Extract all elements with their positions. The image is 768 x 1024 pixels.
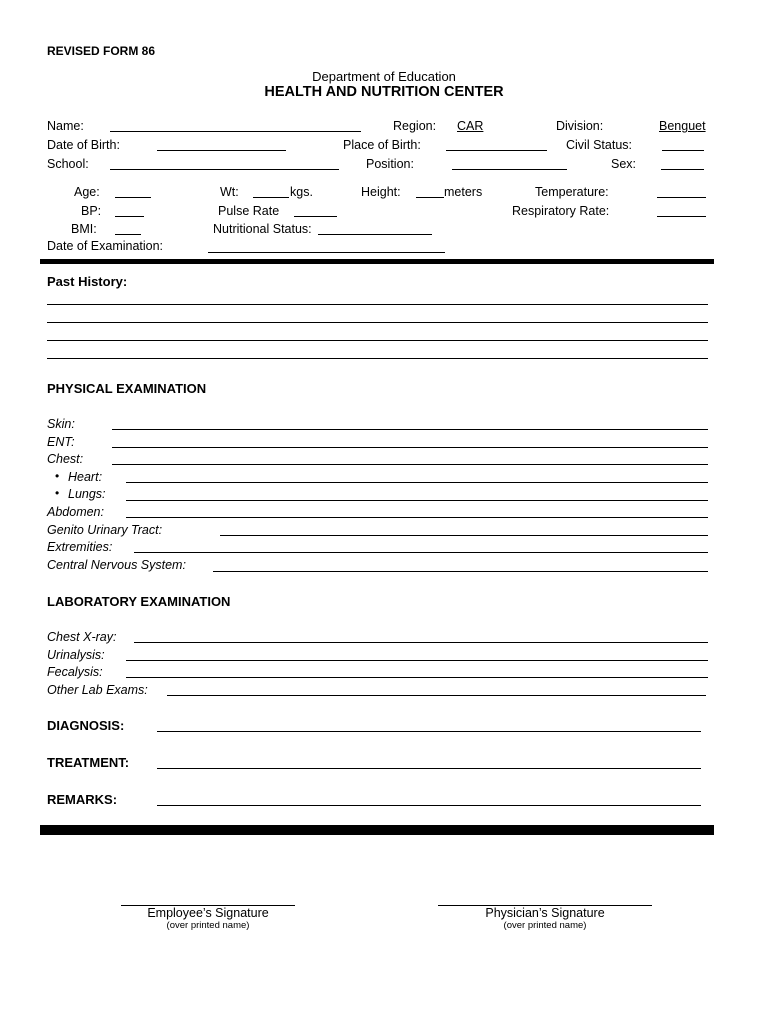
school-label: School: xyxy=(47,157,89,171)
age-label: Age: xyxy=(74,185,100,199)
weight-field[interactable] xyxy=(253,197,289,198)
civil-status-label: Civil Status: xyxy=(566,138,632,152)
employee-signature-label: Employee’s Signature xyxy=(147,906,269,920)
bp-label: BP: xyxy=(81,204,102,218)
sex-field[interactable] xyxy=(661,169,704,170)
abdomen-field[interactable] xyxy=(126,517,708,518)
past-history-line[interactable] xyxy=(47,304,708,305)
physical-exam-title: PHYSICAL EXAMINATION xyxy=(47,381,207,396)
sex-label: Sex: xyxy=(611,157,637,171)
remarks-field[interactable] xyxy=(157,805,701,806)
bp-field[interactable] xyxy=(115,216,144,217)
genito-urinary-field[interactable] xyxy=(220,535,708,536)
nutritional-status-field[interactable] xyxy=(318,234,432,235)
height-unit: meters xyxy=(444,185,483,199)
exam-date-label: Date of Examination: xyxy=(47,239,164,253)
heart-label: Heart: xyxy=(68,470,103,484)
pulse-rate-field[interactable] xyxy=(294,216,337,217)
name-field[interactable] xyxy=(110,131,361,132)
form-id: REVISED FORM 86 xyxy=(47,44,156,58)
extremities-field[interactable] xyxy=(134,552,708,553)
region-value: CAR xyxy=(457,119,484,133)
respiratory-rate-field[interactable] xyxy=(657,216,706,217)
heart-field[interactable] xyxy=(126,482,708,483)
chest-label: Chest: xyxy=(47,452,84,466)
cns-field[interactable] xyxy=(213,571,708,572)
urinalysis-field[interactable] xyxy=(126,660,708,661)
genito-urinary-label: Genito Urinary Tract: xyxy=(47,523,163,537)
department-title: Department of Education xyxy=(312,69,456,84)
weight-unit: kgs. xyxy=(290,185,313,199)
physician-signature-label: Physician’s Signature xyxy=(485,906,605,920)
height-label: Height: xyxy=(361,185,401,199)
ent-field[interactable] xyxy=(112,447,708,448)
cns-label: Central Nervous System: xyxy=(47,558,186,572)
civil-status-field[interactable] xyxy=(662,150,704,151)
temperature-label: Temperature: xyxy=(535,185,609,199)
treatment-field[interactable] xyxy=(157,768,701,769)
height-field[interactable] xyxy=(416,197,444,198)
fecalysis-field[interactable] xyxy=(126,677,708,678)
remarks-label: REMARKS: xyxy=(47,792,118,807)
position-field[interactable] xyxy=(452,169,567,170)
age-field[interactable] xyxy=(115,197,151,198)
pob-label: Place of Birth: xyxy=(343,138,421,152)
position-label: Position: xyxy=(366,157,414,171)
division-value: Benguet xyxy=(659,119,706,133)
skin-label: Skin: xyxy=(47,417,75,431)
exam-date-field[interactable] xyxy=(208,252,445,253)
treatment-label: TREATMENT: xyxy=(47,755,130,770)
extremities-label: Extremities: xyxy=(47,540,113,554)
other-lab-field[interactable] xyxy=(167,695,706,696)
division-label: Division: xyxy=(556,119,604,133)
bullet-icon: • xyxy=(55,469,60,483)
chest-xray-field[interactable] xyxy=(134,642,708,643)
weight-label: Wt: xyxy=(220,185,239,199)
bmi-field[interactable] xyxy=(115,234,141,235)
bmi-label: BMI: xyxy=(71,222,97,236)
nutritional-status-label: Nutritional Status: xyxy=(213,222,312,236)
diagnosis-field[interactable] xyxy=(157,731,701,732)
urinalysis-label: Urinalysis: xyxy=(47,648,105,662)
chest-xray-label: Chest X-ray: xyxy=(47,630,117,644)
section-divider-top xyxy=(40,259,714,264)
bullet-icon: • xyxy=(55,486,60,500)
past-history-line[interactable] xyxy=(47,358,708,359)
name-label: Name: xyxy=(47,119,84,133)
employee-signature-note: (over printed name) xyxy=(166,920,250,931)
dob-field[interactable] xyxy=(157,150,286,151)
temperature-field[interactable] xyxy=(657,197,706,198)
lungs-label: Lungs: xyxy=(68,487,106,501)
abdomen-label: Abdomen: xyxy=(47,505,104,519)
lungs-field[interactable] xyxy=(126,500,708,501)
school-field[interactable] xyxy=(110,169,339,170)
ent-label: ENT: xyxy=(47,435,75,449)
chest-field[interactable] xyxy=(112,464,708,465)
dob-label: Date of Birth: xyxy=(47,138,120,152)
laboratory-exam-title: LABORATORY EXAMINATION xyxy=(47,594,231,609)
physician-signature-note: (over printed name) xyxy=(503,920,587,931)
diagnosis-label: DIAGNOSIS: xyxy=(47,718,125,733)
pulse-rate-label: Pulse Rate xyxy=(218,204,280,218)
past-history-line[interactable] xyxy=(47,340,708,341)
skin-field[interactable] xyxy=(112,429,708,430)
past-history-line[interactable] xyxy=(47,322,708,323)
fecalysis-label: Fecalysis: xyxy=(47,665,103,679)
center-title: HEALTH AND NUTRITION CENTER xyxy=(264,84,504,100)
region-label: Region: xyxy=(393,119,437,133)
past-history-title: Past History: xyxy=(47,274,128,289)
other-lab-label: Other Lab Exams: xyxy=(47,683,148,697)
respiratory-rate-label: Respiratory Rate: xyxy=(512,204,610,218)
section-divider-bottom xyxy=(40,825,714,835)
pob-field[interactable] xyxy=(446,150,547,151)
